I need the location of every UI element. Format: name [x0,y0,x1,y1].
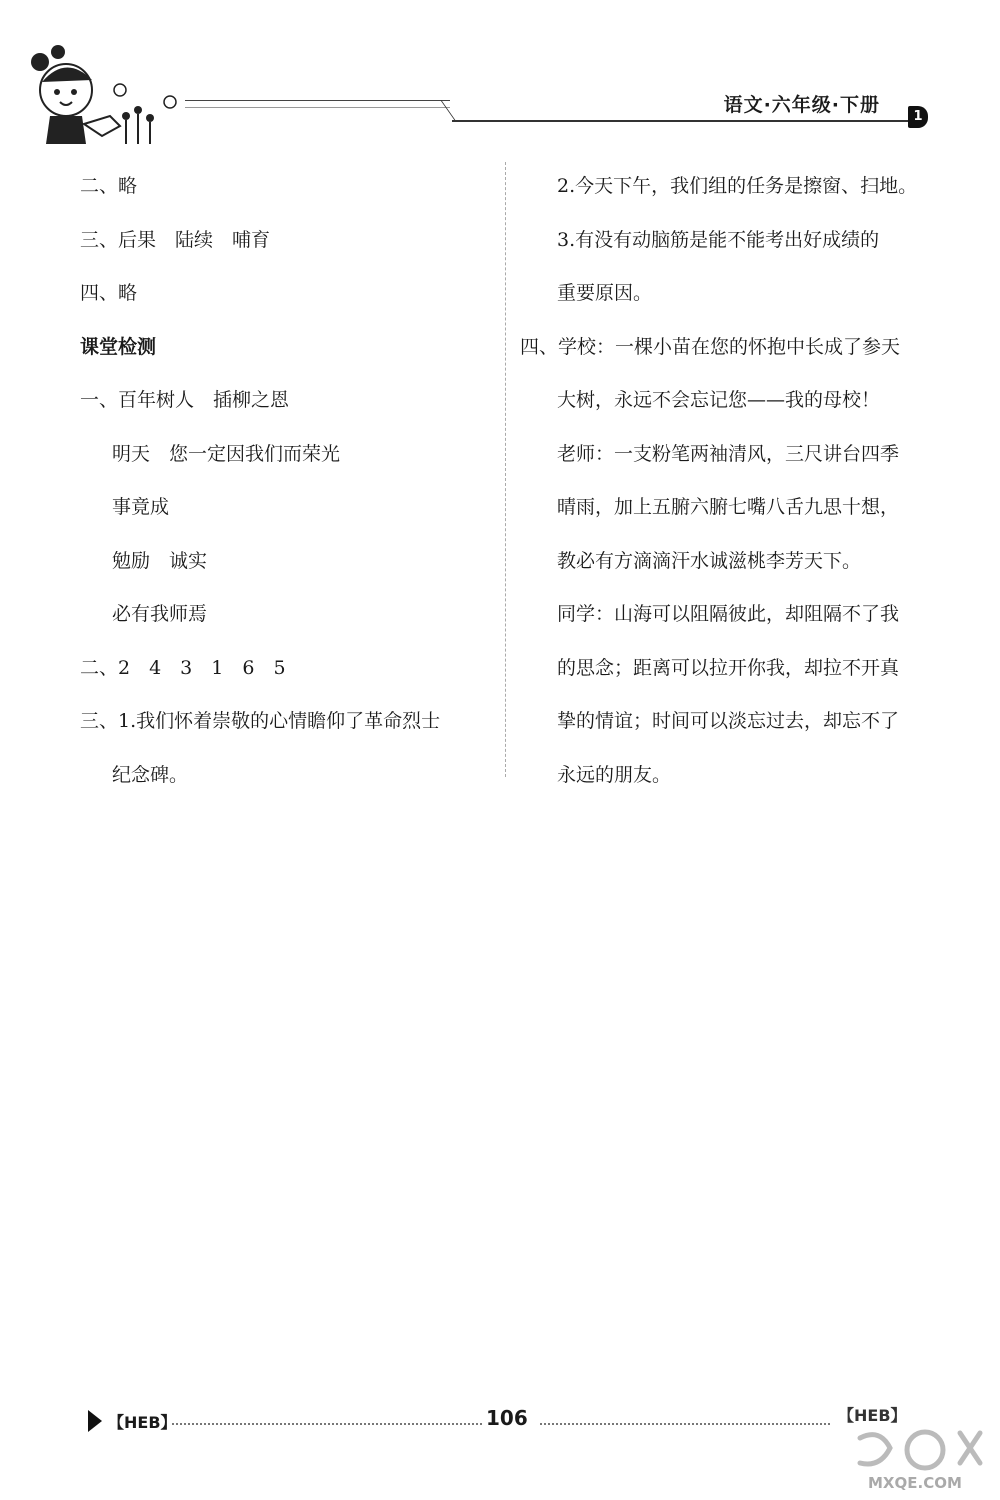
answer-line: 纪念碑。 [112,763,189,786]
answer-line: 四、学校：一棵小苗在您的怀抱中长成了参天 [520,335,901,358]
answer-line: 三、后果 陆续 哺育 [80,228,271,251]
footer-rule [172,1423,482,1425]
watermark-text: MXQE.COM [868,1474,962,1492]
answer-line: 的思念；距离可以拉开你我，却拉不开真 [557,656,900,679]
section-heading: 课堂检测 [80,335,157,358]
answer-line: 2.今天下午，我们组的任务是擦窗、扫地。 [557,175,918,197]
answer-line: 老师：一支粉笔两袖清风，三尺讲台四季 [557,442,900,465]
answer-line: 三、1.我们怀着崇敬的心情瞻仰了革命烈士 [80,710,441,732]
answer-line: 一、百年树人 插柳之恩 [80,389,290,411]
left-column [80,160,500,802]
header-title: 语文·六年级·下册 [723,94,880,116]
answer-line: 必有我师焉 [112,603,208,625]
answer-line: 挚的情谊；时间可以淡忘过去，却忘不了 [557,710,900,732]
header-rule [440,100,456,122]
answer-line: 勉励 诚实 [112,549,208,572]
answer-line: 事竟成 [112,496,170,518]
footer-tag-right: 【HEB】 [838,1406,907,1425]
answer-line: 同学：山海可以阻隔彼此，却阻隔不了我 [557,603,900,625]
answer-line: 3.有没有动脑筋是能不能考出好成绩的 [557,228,880,251]
answer-line: 教必有方滴滴汗水诚滋桃李芳天下。 [557,549,862,572]
answer-line: 四、略 [80,282,138,304]
answer-line: 大树，永远不会忘记您——我的母校！ [557,389,881,411]
answer-line: 重要原因。 [557,282,653,304]
answer-line: 晴雨，加上五腑六腑七嘴八舌九思十想， [557,496,900,518]
answer-line: 永远的朋友。 [557,763,672,786]
footer-tag-left: 【HEB】 [108,1413,177,1432]
footer-rule [540,1423,830,1425]
page-number: 106 [486,1406,528,1430]
answer-line: 二、略 [80,175,138,197]
answer-line: 二、2 4 3 1 6 5 [80,656,286,679]
answer-line: 明天 您一定因我们而荣光 [112,442,341,465]
header-rule [185,107,450,108]
header-badge: 1 [908,106,928,128]
footer-arrow-icon [88,1410,102,1432]
header-rule [185,100,450,101]
girl-mascot-icon [14,40,189,150]
header-rule [452,120,912,122]
right-column [520,160,940,802]
column-divider [505,162,506,777]
